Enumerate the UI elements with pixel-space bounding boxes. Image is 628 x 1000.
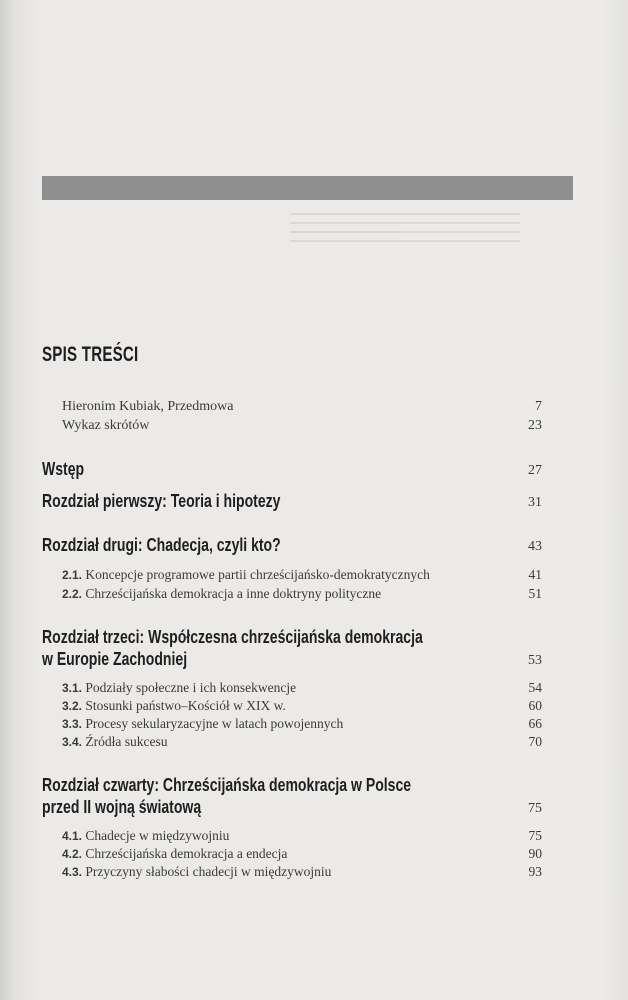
section-title: Stosunki państwo–Kościół w XIX w. [85,698,286,713]
section-title: Podziały społeczne i ich konsekwencje [85,680,297,695]
chapter-page: 31 [528,495,542,510]
section-page: 41 [528,567,542,582]
section-title: Źródła sukcesu [85,734,168,749]
toc-section-4-2[interactable] [62,845,542,863]
toc-entry-abbreviations[interactable] [62,417,542,435]
section-number: 4.1. [62,829,83,843]
chapter-title-line1: Rozdział trzeci: Współczesna chrześcijańska demokracja [42,627,423,647]
chapter-title: Wstęp [42,459,85,479]
chapter-page: 75 [528,801,542,816]
section-number: 4.2. [62,847,83,861]
chapter-title-line2: w Europie Zachodniej [42,649,188,669]
toc-entry-foreword[interactable] [62,398,542,416]
toc-section-3-2[interactable] [62,697,542,715]
chapter-page: 27 [528,463,542,478]
chapter-title-line1: Rozdział czwarty: Chrześcijańska demokracja w Polsce [42,775,412,795]
entry-page: 23 [528,418,542,433]
toc-section-3-1[interactable] [62,679,542,697]
section-number: 4.3. [62,865,83,879]
section-number: 3.4. [62,735,83,749]
chapter-page: 43 [528,539,542,554]
toc-chapter-introduction[interactable] [42,458,542,480]
toc-chapter-1[interactable] [42,490,542,512]
toc-section-2-1[interactable] [62,566,542,584]
section-page: 60 [528,698,542,713]
section-title: Przyczyny słabości chadecji w międzywojniu [85,864,332,879]
entry-title: Wykaz skrótów [62,418,150,433]
section-page: 66 [528,716,542,731]
section-number: 3.3. [62,717,83,731]
toc-section-4-3[interactable] [62,863,542,881]
section-page: 90 [528,846,542,861]
section-number: 3.2. [62,699,83,713]
show-through-text [290,210,520,242]
entry-title: Hieronim Kubiak, Przedmowa [62,399,234,414]
header-band [42,176,573,200]
section-title: Koncepcje programowe partii chrześcijańsko-demokratycznych [85,567,430,582]
toc-title: SPIS TREŚCI [42,343,139,366]
toc-chapter-2[interactable] [42,534,542,556]
toc-chapter-3[interactable] [42,626,542,670]
chapter-title: Rozdział drugi: Chadecja, czyli kto? [42,535,281,555]
entry-page: 7 [535,399,542,414]
chapter-page: 53 [528,653,542,668]
section-title: Procesy sekularyzacyjne w latach powojennych [85,716,344,731]
chapter-title: Rozdział pierwszy: Teoria i hipotezy [42,491,281,511]
toc-chapter-4[interactable] [42,774,542,818]
toc-section-2-2[interactable] [62,585,542,603]
section-number: 2.2. [62,587,83,601]
section-page: 51 [528,586,542,601]
section-title: Chadecje w międzywojniu [85,828,230,843]
section-number: 2.1. [62,568,83,582]
section-page: 93 [528,864,542,879]
section-title: Chrześcijańska demokracja a endecja [85,846,288,861]
toc-section-3-3[interactable] [62,715,542,733]
section-page: 70 [528,734,542,749]
section-number: 3.1. [62,681,83,695]
section-page: 75 [528,828,542,843]
toc-section-4-1[interactable] [62,827,542,845]
section-title: Chrześcijańska demokracja a inne doktryny polityczne [85,586,382,601]
section-page: 54 [528,680,542,695]
toc-section-3-4[interactable] [62,733,542,751]
chapter-title-line2: przed II wojną światową [42,797,202,817]
